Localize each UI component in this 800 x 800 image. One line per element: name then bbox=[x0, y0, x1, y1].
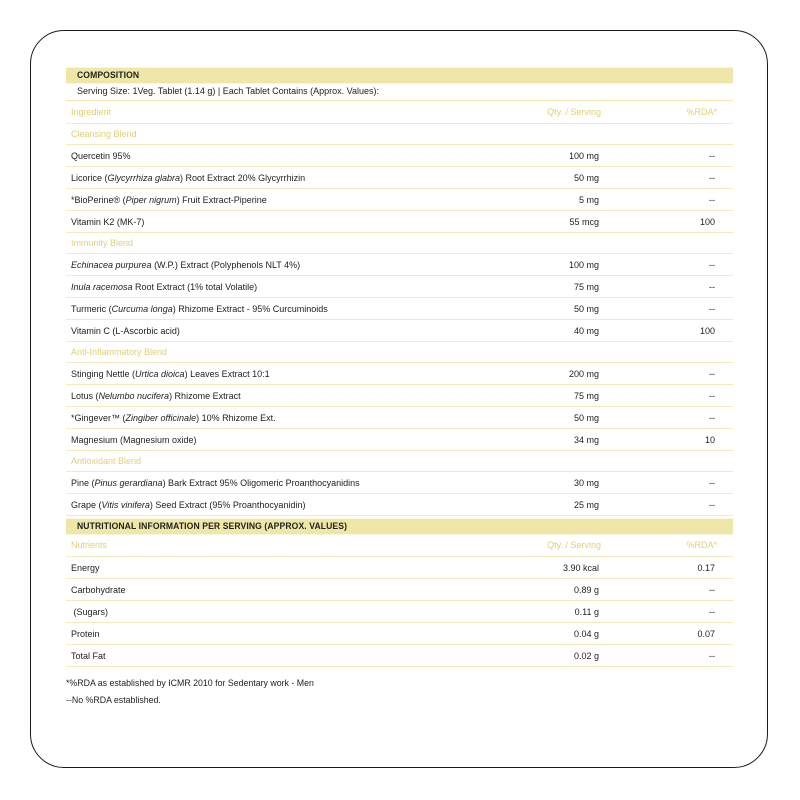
ingredient-botanical-name: Inula racemosa bbox=[71, 281, 133, 292]
ingredient-name-part: Vitamin C (L-Ascorbic acid) bbox=[71, 325, 180, 336]
ingredient-name bbox=[66, 369, 399, 379]
ingredient-qty: 25 mg bbox=[573, 499, 599, 510]
ingredient-name-part: ) Fruit Extract-Piperine bbox=[176, 194, 267, 205]
ingredient-name-part: ) Seed Extract (95% Proanthocyanidin) bbox=[149, 499, 306, 510]
ingredient-name-part: Magnesium (Magnesium oxide) bbox=[71, 434, 197, 445]
footnote-no-rda: --No %RDA established. bbox=[66, 695, 161, 705]
ingredient-rda: -- bbox=[709, 477, 715, 488]
serving-size: Serving Size: 1Veg. Tablet (1.14 g) | Each Tablet Contains (Approx. Values): bbox=[66, 83, 733, 101]
ingredient-botanical-name: Piper nigrum bbox=[125, 194, 177, 205]
ingredient-name bbox=[66, 282, 399, 292]
ingredient-row bbox=[66, 276, 733, 298]
ingredient-row bbox=[66, 320, 733, 342]
composition-header-row bbox=[66, 101, 733, 124]
ingredient-botanical-name: Curcuma longa bbox=[111, 303, 173, 314]
ingredient-botanical-name: Glycyrrhiza glabra bbox=[107, 172, 181, 183]
blend-header bbox=[66, 451, 733, 472]
nutrient-rda: 0.07 bbox=[697, 628, 715, 639]
blend-name: Immunity Blend bbox=[71, 238, 134, 248]
ingredient-rda: -- bbox=[709, 281, 715, 292]
ingredient-qty: 55 mcg bbox=[569, 216, 599, 227]
ingredient-name bbox=[66, 326, 399, 336]
ingredient-name-part: ) Rhizome Extract bbox=[169, 390, 241, 401]
nutrition-qty-header: Qty. / Serving bbox=[547, 540, 601, 550]
ingredient-row bbox=[66, 298, 733, 320]
ingredient-rda: -- bbox=[709, 194, 715, 205]
ingredient-qty: 200 mg bbox=[568, 368, 599, 379]
ingredient-rda: 100 bbox=[699, 216, 715, 227]
nutrient-row bbox=[66, 645, 733, 667]
blend-name: Cleansing Blend bbox=[71, 129, 137, 139]
ingredient-name bbox=[66, 195, 399, 205]
ingredient-name-part: Stinging Nettle ( bbox=[71, 368, 136, 379]
nutrition-rda-header: %RDA* bbox=[686, 540, 717, 550]
nutrient-name: Carbohydrate bbox=[71, 584, 126, 595]
ingredient-row bbox=[66, 494, 733, 516]
ingredient-name bbox=[66, 478, 399, 488]
nutrient-header: Nutrients bbox=[71, 540, 108, 550]
ingredient-row bbox=[66, 385, 733, 407]
ingredient-row bbox=[66, 145, 733, 167]
nutrient-qty: 0.02 g bbox=[573, 650, 599, 661]
ingredient-name bbox=[66, 217, 399, 227]
ingredient-name bbox=[66, 413, 399, 423]
blend-name: Anti-Inflammatory Blend bbox=[71, 347, 168, 357]
nutrient-list bbox=[66, 557, 733, 667]
ingredient-rda: -- bbox=[709, 412, 715, 423]
ingredient-qty: 50 mg bbox=[573, 172, 599, 183]
ingredient-rda: -- bbox=[709, 259, 715, 270]
ingredient-botanical-name: Zingiber officinale bbox=[125, 412, 197, 423]
ingredient-name-part: Licorice ( bbox=[71, 172, 108, 183]
ingredient-qty: 75 mg bbox=[573, 390, 599, 401]
nutrient-row bbox=[66, 623, 733, 645]
blend-list bbox=[66, 124, 733, 516]
ingredient-qty: 50 mg bbox=[573, 412, 599, 423]
nutrient-qty: 0.04 g bbox=[573, 628, 599, 639]
ingredient-name bbox=[66, 500, 399, 510]
ingredient-row bbox=[66, 211, 733, 233]
nutrient-qty: 0.11 g bbox=[574, 606, 599, 617]
nutrient-rda: -- bbox=[709, 650, 715, 661]
ingredient-name bbox=[66, 391, 399, 401]
ingredient-name-part: Quercetin 95% bbox=[71, 150, 131, 161]
ingredient-qty: 100 mg bbox=[568, 259, 599, 270]
ingredient-botanical-name: Pinus gerardiana bbox=[94, 477, 163, 488]
ingredient-row bbox=[66, 363, 733, 385]
ingredient-rda: -- bbox=[709, 390, 715, 401]
nutrient-row bbox=[66, 557, 733, 579]
blend-header bbox=[66, 124, 733, 145]
ingredient-row bbox=[66, 254, 733, 276]
ingredient-name bbox=[66, 435, 399, 445]
ingredient-row bbox=[66, 189, 733, 211]
ingredient-rda: -- bbox=[709, 499, 715, 510]
blend-header bbox=[66, 342, 733, 363]
nutrient-rda: -- bbox=[709, 584, 715, 595]
nutrition-title: NUTRITIONAL INFORMATION PER SERVING (APPROX. VALUES) bbox=[66, 519, 733, 535]
ingredient-name-part: Pine ( bbox=[71, 477, 95, 488]
blend-header bbox=[66, 233, 733, 254]
ingredient-qty: 5 mg bbox=[578, 194, 599, 205]
ingredient-row bbox=[66, 429, 733, 451]
nutrient-row bbox=[66, 579, 733, 601]
ingredient-name-part: Grape ( bbox=[71, 499, 102, 510]
footnotes bbox=[66, 675, 733, 709]
ingredient-name-part: (W.P.) Extract (Polyphenols NLT 4%) bbox=[151, 259, 301, 270]
ingredient-name bbox=[66, 260, 399, 270]
ingredient-name-part: Vitamin K2 (MK-7) bbox=[71, 216, 145, 227]
ingredient-rda: -- bbox=[709, 303, 715, 314]
ingredient-name bbox=[66, 151, 399, 161]
nutrition-header-row bbox=[66, 534, 733, 557]
rda-header: %RDA* bbox=[686, 107, 717, 117]
blend-name: Antioxidant Blend bbox=[71, 456, 142, 466]
ingredient-name-part: ) Root Extract 20% Glycyrrhizin bbox=[180, 172, 306, 183]
ingredient-qty: 50 mg bbox=[573, 303, 599, 314]
nutrient-rda: -- bbox=[709, 606, 715, 617]
ingredient-name-part: Root Extract (1% total Volatile) bbox=[132, 281, 258, 292]
ingredient-botanical-name: Vitis vinifera bbox=[101, 499, 150, 510]
nutrient-rda: 0.17 bbox=[697, 562, 715, 573]
nutrient-name: Protein bbox=[71, 628, 100, 639]
ingredient-name-part: ) 10% Rhizome Ext. bbox=[196, 412, 276, 423]
nutrient-name: Total Fat bbox=[71, 650, 106, 661]
ingredient-botanical-name: Echinacea purpurea bbox=[71, 259, 152, 270]
ingredient-name-part: ) Leaves Extract 10:1 bbox=[184, 368, 270, 379]
nutrient-row bbox=[66, 601, 733, 623]
ingredient-rda: 100 bbox=[699, 325, 715, 336]
ingredient-rda: -- bbox=[709, 150, 715, 161]
nutrient-qty: 0.89 g bbox=[573, 584, 599, 595]
ingredient-rda: -- bbox=[709, 172, 715, 183]
nutrient-qty: 3.90 kcal bbox=[562, 562, 599, 573]
ingredient-rda: 10 bbox=[704, 434, 715, 445]
ingredient-qty: 30 mg bbox=[573, 477, 599, 488]
ingredient-botanical-name: Urtica dioica bbox=[135, 368, 185, 379]
ingredient-name-part: Lotus ( bbox=[71, 390, 99, 401]
ingredient-qty: 75 mg bbox=[573, 281, 599, 292]
ingredient-name-part: ) Rhizome Extract - 95% Curcuminoids bbox=[172, 303, 328, 314]
ingredient-botanical-name: Nelumbo nucifera bbox=[98, 390, 170, 401]
ingredient-name-part: *BioPerine® ( bbox=[71, 194, 126, 205]
supplement-facts bbox=[66, 68, 733, 709]
ingredient-name-part: ) Bark Extract 95% Oligomeric Proanthocyanidins bbox=[162, 477, 360, 488]
ingredient-qty: 40 mg bbox=[573, 325, 599, 336]
ingredient-name bbox=[66, 304, 399, 314]
ingredient-row bbox=[66, 407, 733, 429]
ingredient-row bbox=[66, 167, 733, 189]
ingredient-header: Ingredient bbox=[71, 107, 112, 117]
ingredient-name bbox=[66, 173, 399, 183]
ingredient-name-part: *Gingever™ ( bbox=[71, 412, 126, 423]
ingredient-rda: -- bbox=[709, 368, 715, 379]
ingredient-qty: 34 mg bbox=[573, 434, 599, 445]
qty-header: Qty. / Serving bbox=[547, 107, 601, 117]
ingredient-row bbox=[66, 472, 733, 494]
composition-title: COMPOSITION bbox=[66, 68, 733, 84]
ingredient-qty: 100 mg bbox=[568, 150, 599, 161]
footnote-rda: *%RDA as established by ICMR 2010 for Sedentary work - Men bbox=[66, 678, 314, 688]
ingredient-name-part: Turmeric ( bbox=[71, 303, 112, 314]
nutrient-name: (Sugars) bbox=[71, 606, 109, 617]
nutrient-name: Energy bbox=[71, 562, 100, 573]
